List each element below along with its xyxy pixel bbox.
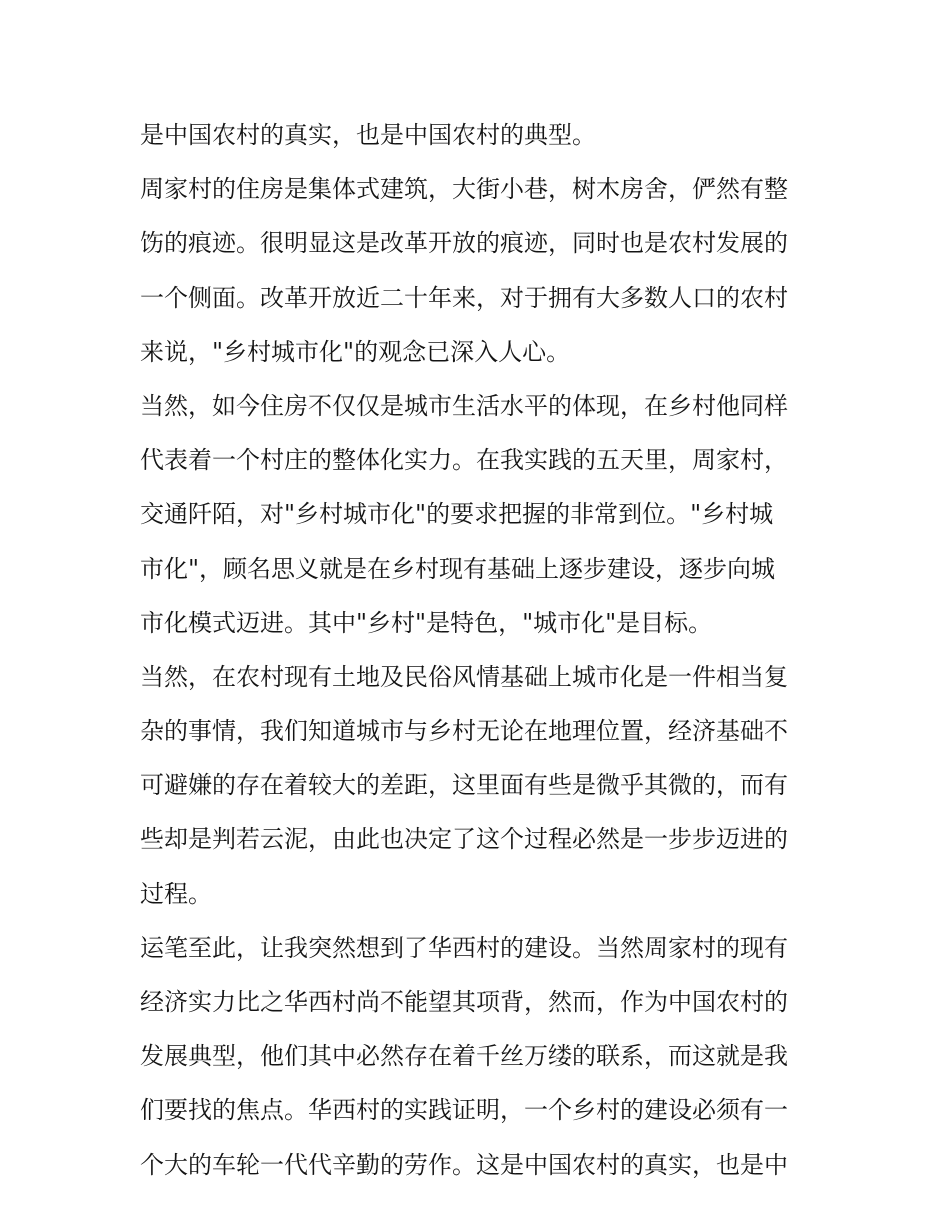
body-text [140, 108, 820, 1192]
text-line: 杂的事情，我们知道城市与乡村无论在地理位置，经济基础不 [140, 717, 788, 746]
text-line: 些却是判若云泥，由此也决定了这个过程必然是一步步迈进的 [140, 825, 788, 854]
text-line: 们要找的焦点。华西村的实践证明，一个乡村的建设必须有一 [140, 1096, 788, 1125]
text-line: 代表着一个村庄的整体化实力。在我实践的五天里，周家村， [140, 446, 788, 475]
text-line: 是中国农村的真实，也是中国农村的典型。 [140, 121, 596, 149]
text-line: 交通阡陌，对"乡村城市化"的要求把握的非常到位。"乡村城 [140, 500, 774, 529]
text-line: 发展典型，他们其中必然存在着千丝万缕的联系，而这就是我 [140, 1042, 788, 1071]
text-line: 市化"，顾名思义就是在乡村现有基础上逐步建设，逐步向城 [140, 554, 776, 583]
text-line: 来说，"乡村城市化"的观念已深入人心。 [140, 337, 571, 366]
text-line: 一个侧面。改革开放近二十年来，对于拥有大多数人口的农村 [140, 283, 788, 312]
text-line: 市化模式迈进。其中"乡村"是特色，"城市化"是目标。 [140, 608, 713, 637]
text-line: 个大的车轮一代代辛勤的劳作。这是中国农村的真实，也是中 [140, 1150, 788, 1179]
text-line: 可避嫌的存在着较大的差距，这里面有些是微乎其微的，而有 [140, 771, 788, 800]
text-line: 周家村的住房是集体式建筑，大街小巷，树木房舍，俨然有整 [140, 175, 788, 204]
text-line: 运笔至此，让我突然想到了华西村的建设。当然周家村的现有 [140, 933, 788, 962]
text-line: 过程。 [140, 879, 212, 908]
text-line: 经济实力比之华西村尚不能望其项背，然而，作为中国农村的 [140, 988, 788, 1016]
text-line: 饬的痕迹。很明显这是改革开放的痕迹，同时也是农村发展的 [140, 229, 788, 258]
text-line: 当然，如今住房不仅仅是城市生活水平的体现，在乡村他同样 [140, 391, 788, 420]
text-line: 当然，在农村现有土地及民俗风情基础上城市化是一件相当复 [140, 662, 788, 691]
